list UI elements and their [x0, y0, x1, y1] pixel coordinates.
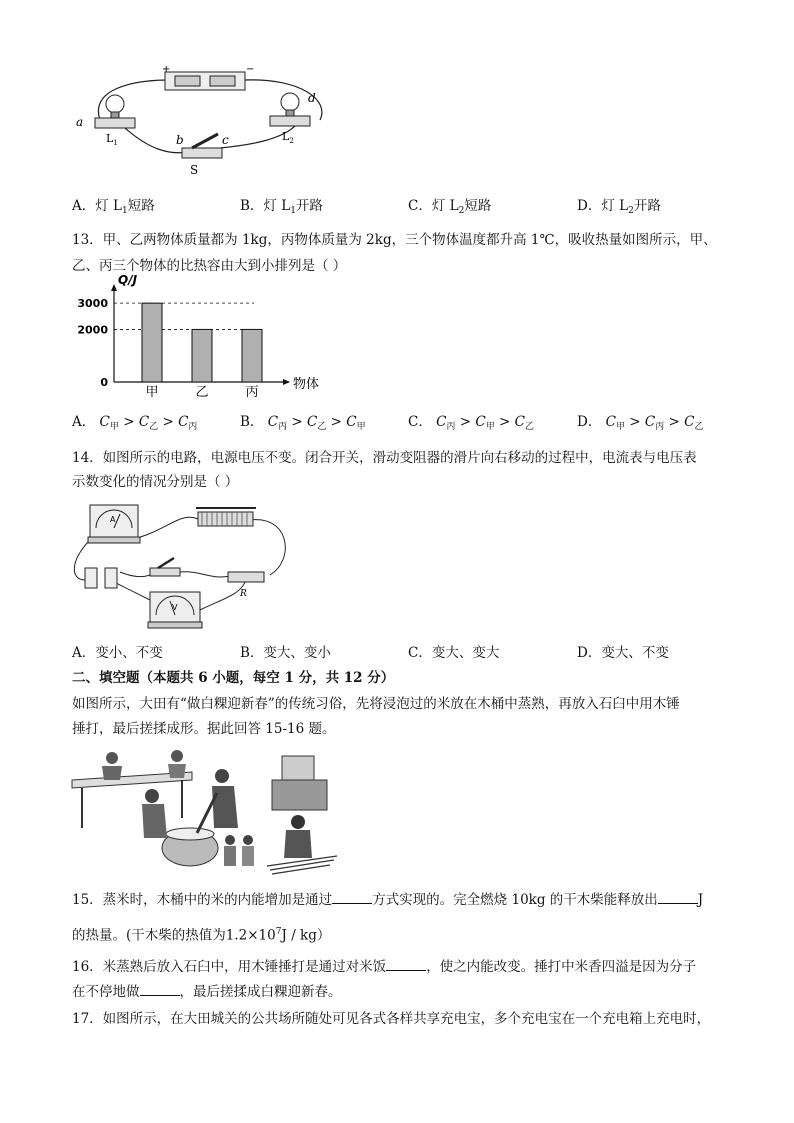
voltmeter-label: V — [172, 603, 178, 612]
label-L2: $L_2$ — [282, 130, 294, 145]
y-tick-label: 2000 — [77, 323, 108, 337]
label-S: S — [190, 163, 199, 177]
q16-line-1: 16．米蒸熟后放入石臼中，用木锤捶打是通过对米饭 ，使之内能改变。捶打中米香四溢是因为分子 — [72, 959, 697, 975]
q16-line-2: 在不停地做 ，最后搓揉成白粿迎新春。 — [72, 984, 342, 1000]
q12-option-c: C．灯 $L_2$短路 — [408, 198, 492, 216]
y-axis-arrow — [111, 284, 117, 291]
section-2-intro-1: 如图所示，大田有“做白粿迎新春”的传统习俗，先将浸泡过的米放在木桶中蒸熟，再放入石臼中用木锤 — [72, 696, 680, 712]
q14-option-c: C．变大、变大 — [408, 645, 500, 661]
q14-option-a: A．变小、不变 — [72, 645, 163, 661]
q13-option-d: D． $C_甲 > C_丙 > C_乙$ — [577, 414, 704, 432]
q14-option-b: B．变大、变小 — [240, 645, 331, 661]
y-tick-label: 0 — [100, 376, 108, 389]
q16-blank-2[interactable] — [140, 983, 180, 996]
q17-line-1: 17．如图所示，在大田城关的公共场所随处可见各式各样共享充电宝，多个充电宝在一个充电箱上充电时， — [72, 1011, 711, 1027]
q12-option-a: A．灯 $L_1$短路 — [72, 198, 155, 216]
battery-plus: + — [162, 64, 171, 75]
q14-line-2: 示数变化的情况分别是（ ） — [72, 474, 239, 490]
resistor-label: R — [240, 589, 247, 599]
q13-option-a: A． $C_甲 > C_乙 > C_丙$ — [72, 414, 198, 432]
q12-option-d: D．灯 $L_2$开路 — [577, 198, 661, 216]
category-label: 乙 — [195, 385, 209, 400]
category-label: 甲 — [145, 385, 159, 400]
x-axis-label: 物体 — [293, 377, 320, 392]
q15-line-2: 的热量。(干木柴的热值为$1.2\times 10^7J / kg$） — [72, 927, 331, 944]
q13-option-c: C． $C_丙 > C_甲 > C_乙$ — [408, 414, 535, 432]
q15-line-1: 15．蒸米时，木桶中的米的内能增加是通过 方式实现的。完全燃烧 10kg 的干木柴能释放出 J — [72, 892, 704, 908]
q14-option-d: D．变大、不变 — [577, 645, 669, 661]
circuit-diagram-1 — [70, 60, 350, 180]
q15-blank-2[interactable] — [658, 891, 698, 904]
ammeter-label: A — [110, 515, 116, 524]
label-b: b — [176, 133, 184, 147]
q13-option-b: B． $C_丙 > C_乙 > C_甲$ — [240, 414, 366, 432]
label-L1: $L_1$ — [106, 132, 118, 147]
q13-line-2: 乙、丙三个物体的比热容由大到小排列是（ ） — [72, 258, 347, 274]
q16-blank-1[interactable] — [386, 958, 426, 971]
q12-option-b: B．灯 $L_1$开路 — [240, 198, 323, 216]
section-2-intro-2: 捶打，最后搓揉成形。据此回答 15-16 题。 — [72, 721, 336, 737]
circuit-diagram-2 — [70, 500, 300, 635]
battery-minus: − — [246, 64, 255, 75]
x-axis-arrow — [283, 379, 290, 385]
category-label: 丙 — [245, 385, 259, 400]
label-d: d — [308, 91, 316, 105]
bar-1 — [192, 329, 212, 382]
label-a: a — [76, 115, 84, 129]
bar-2 — [242, 329, 262, 382]
section-2-title: 二、填空题（本题共 6 小题，每空 1 分，共 12 分） — [72, 670, 395, 686]
rice-cake-illustration — [72, 748, 340, 878]
q13-line-1: 13．甲、乙两物体质量都为 1kg，丙物体质量为 2kg，三个物体温度都升高 1℃，吸收热量如图所示，甲、 — [72, 232, 717, 248]
y-tick-label: 3000 — [77, 297, 108, 311]
q15-blank-1[interactable] — [332, 891, 372, 904]
bar-0 — [142, 303, 162, 382]
y-axis-label: Q/J — [118, 273, 138, 287]
label-c: c — [222, 133, 229, 147]
bar-chart-q13 — [72, 273, 332, 400]
q14-line-1: 14．如图所示的电路，电源电压不变。闭合开关，滑动变阻器的滑片向右移动的过程中，电流表与电压表 — [72, 450, 697, 466]
